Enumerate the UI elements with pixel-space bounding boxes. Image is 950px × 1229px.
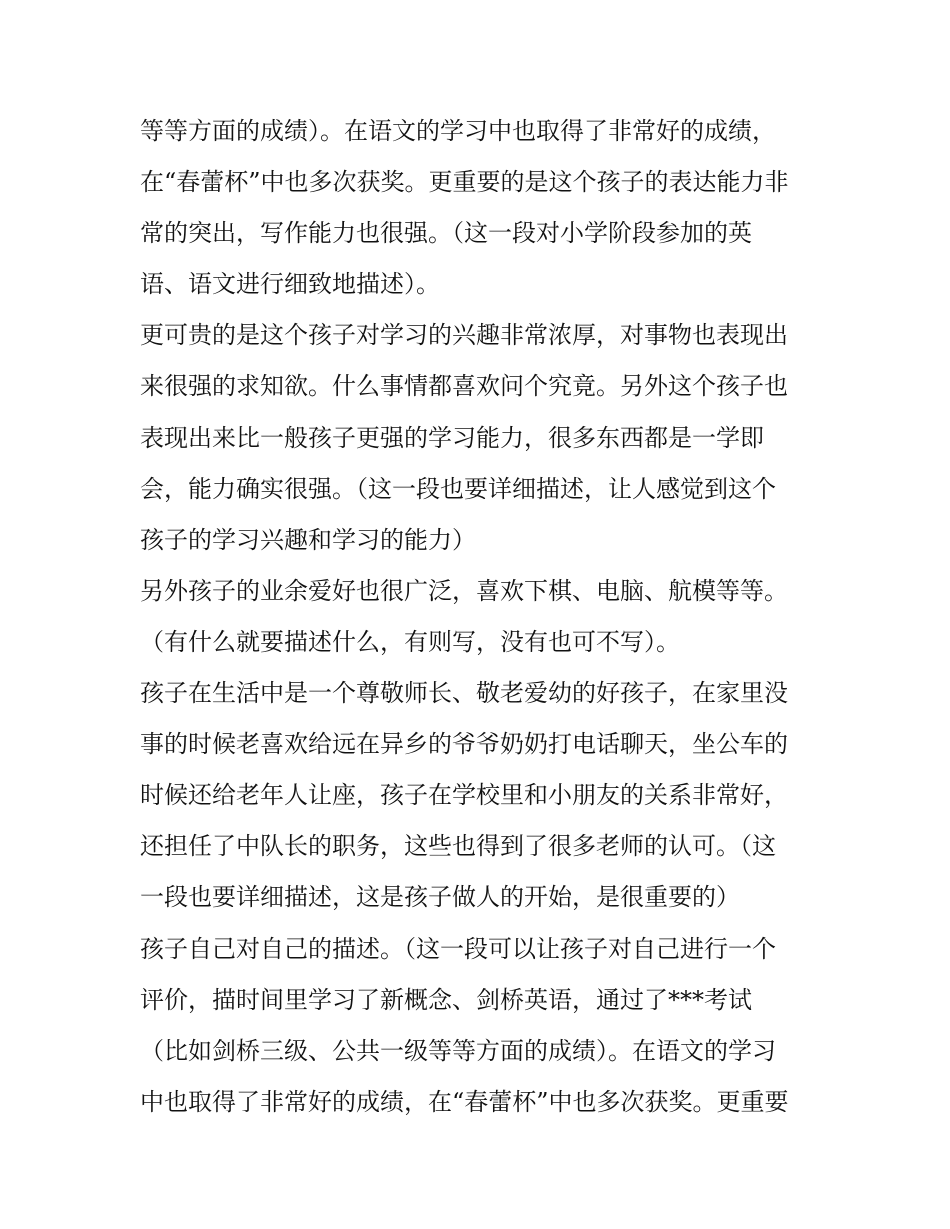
text-line: 等等方面的成绩）。在语文的学习中也取得了非常好的成绩， [140,117,776,145]
text-line: 孩子在生活中是一个尊敬师长、敬老爱幼的好孩子，在家里没 [140,679,788,708]
text-line: 在“春蕾杯”中也多次获奖。更重要的是这个孩子的表达能力非 [140,168,789,197]
text-line: 事的时候老喜欢给远在异乡的爷爷奶奶打电话聊天，坐公车的 [140,730,788,759]
text-line: 孩子自己对自己的描述。（这一段可以让孩子对自己进行一个 [140,934,776,963]
text-line: 时候还给老年人让座，孩子在学校里和小朋友的关系非常好， [140,781,788,810]
text-line: 另外孩子的业余爱好也很广泛，喜欢下棋、电脑、航模等等。 [140,576,788,605]
text-line: 还担任了中队长的职务，这些也得到了很多老师的认可。（这 [140,832,776,861]
text-line: 更可贵的是这个孩子对学习的兴趣非常浓厚，对事物也表现出 [140,321,788,350]
text-line: 评价，描时间里学习了新概念、剑桥英语，通过了***考试 [140,985,752,1014]
text-line: 语、语文进行细致地描述）。 [140,270,440,299]
text-line: 会，能力确实很强。（这一段也要详细描述，让人感觉到这个 [140,474,776,503]
text-line: （有什么就要描述什么，有则写，没有也可不写）。 [140,627,680,656]
text-line: 孩子的学习兴趣和学习的能力） [140,525,476,554]
text-line: 表现出来比一般孩子更强的学习能力，很多东西都是一学即 [140,423,764,452]
text-line: （比如剑桥三级、公共一级等等方面的成绩）。在语文的学习 [140,1036,776,1065]
text-line: 常的突出，写作能力也很强。（这一段对小学阶段参加的英 [140,219,752,248]
text-line: 一段也要详细描述，这是孩子做人的开始，是很重要的） [140,883,740,912]
text-line: 中也取得了非常好的成绩，在“春蕾杯”中也多次获奖。更重要 [140,1087,789,1116]
document-body [140,106,830,1128]
text-line: 来很强的求知欲。什么事情都喜欢问个究竟。另外这个孩子也 [140,372,788,401]
